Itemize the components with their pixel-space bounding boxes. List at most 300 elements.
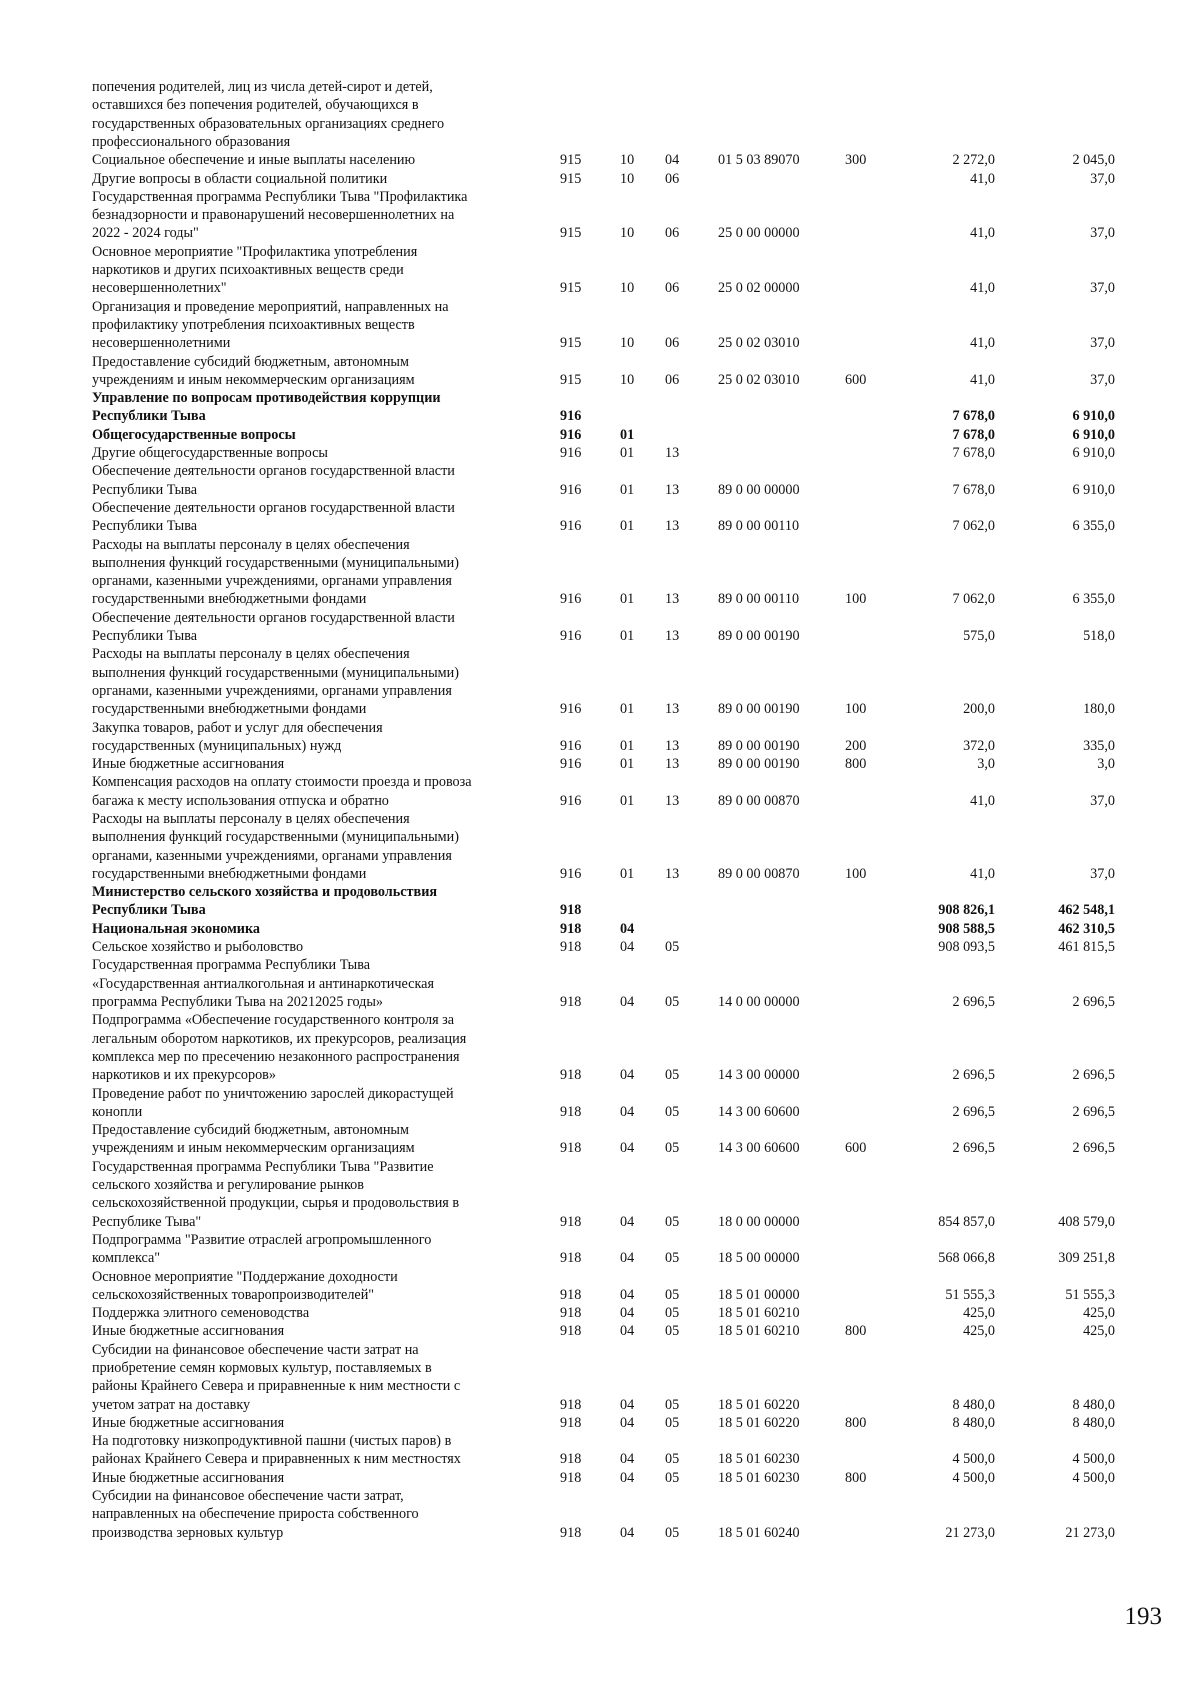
cell-vedomstvo: 918 bbox=[560, 1524, 582, 1541]
description-line: оставшихся без попечения родителей, обучающихся в bbox=[92, 97, 419, 114]
cell-razdel: 04 bbox=[620, 1414, 635, 1431]
cell-razdel: 04 bbox=[620, 1524, 635, 1541]
cell-vedomstvo: 916 bbox=[560, 591, 582, 608]
cell-podrazdel: 13 bbox=[665, 756, 680, 773]
cell-podrazdel: 05 bbox=[665, 1469, 680, 1486]
description-line: Подпрограмма "Развитие отраслей агропромышленного bbox=[92, 1231, 432, 1248]
cell-razdel: 04 bbox=[620, 1140, 635, 1157]
table-row bbox=[0, 1487, 1200, 1542]
cell-podrazdel: 06 bbox=[665, 335, 680, 352]
cell-razdel: 01 bbox=[620, 701, 635, 718]
cell-sum-1: 908 826,1 bbox=[938, 902, 995, 919]
cell-sum-2: 461 815,5 bbox=[1058, 939, 1115, 956]
cell-podrazdel: 13 bbox=[665, 737, 680, 754]
cell-razdel: 04 bbox=[620, 1286, 635, 1303]
cell-vid-rashodov: 800 bbox=[845, 756, 867, 773]
description-line: наркотиков и других психоактивных веществ среди bbox=[92, 261, 404, 278]
cell-sum-2: 4 500,0 bbox=[1072, 1469, 1115, 1486]
description-line: Общегосударственные вопросы bbox=[92, 426, 296, 443]
cell-celevaya-statya: 14 3 00 00000 bbox=[718, 1067, 800, 1084]
cell-sum-2: 408 579,0 bbox=[1058, 1213, 1115, 1230]
cell-sum-2: 2 696,5 bbox=[1072, 1103, 1115, 1120]
cell-podrazdel: 05 bbox=[665, 1286, 680, 1303]
table-row bbox=[0, 462, 1200, 499]
description-line: Иные бюджетные ассигнования bbox=[92, 1469, 285, 1486]
row-description bbox=[92, 426, 542, 444]
cell-podrazdel: 13 bbox=[665, 591, 680, 608]
description-line: Иные бюджетные ассигнования bbox=[92, 756, 285, 773]
cell-sum-1: 41,0 bbox=[970, 792, 995, 809]
cell-razdel: 04 bbox=[620, 1213, 635, 1230]
cell-sum-1: 200,0 bbox=[963, 701, 995, 718]
table-row bbox=[0, 188, 1200, 243]
table-row bbox=[0, 1231, 1200, 1268]
table-row bbox=[0, 499, 1200, 536]
table-row bbox=[0, 151, 1200, 169]
description-line: Республики Тыва bbox=[92, 408, 206, 425]
table-row bbox=[0, 1432, 1200, 1469]
cell-sum-1: 2 696,5 bbox=[952, 1067, 995, 1084]
description-line: Расходы на выплаты персоналу в целях обеспечения bbox=[92, 536, 410, 553]
cell-sum-1: 908 588,5 bbox=[938, 920, 995, 937]
cell-celevaya-statya: 25 0 02 00000 bbox=[718, 280, 800, 297]
cell-sum-1: 425,0 bbox=[963, 1305, 995, 1322]
row-description bbox=[92, 536, 542, 609]
cell-podrazdel: 13 bbox=[665, 792, 680, 809]
cell-sum-1: 41,0 bbox=[970, 335, 995, 352]
description-line: Другие вопросы в области социальной политики bbox=[92, 170, 388, 187]
description-line: Государственная программа Республики Тыва "Профилактика bbox=[92, 188, 468, 205]
cell-sum-2: 4 500,0 bbox=[1072, 1451, 1115, 1468]
cell-podrazdel: 13 bbox=[665, 627, 680, 644]
table-row bbox=[0, 883, 1200, 920]
cell-sum-2: 180,0 bbox=[1083, 701, 1115, 718]
cell-razdel: 10 bbox=[620, 280, 635, 297]
table-row bbox=[0, 1121, 1200, 1158]
description-line: Управление по вопросам противодействия коррупции bbox=[92, 390, 441, 407]
table-row bbox=[0, 78, 1200, 151]
cell-razdel: 10 bbox=[620, 371, 635, 388]
cell-vedomstvo: 918 bbox=[560, 939, 582, 956]
cell-vid-rashodov: 100 bbox=[845, 591, 867, 608]
cell-vedomstvo: 916 bbox=[560, 627, 582, 644]
cell-celevaya-statya: 89 0 00 00870 bbox=[718, 865, 800, 882]
row-description bbox=[92, 810, 542, 883]
cell-sum-2: 462 548,1 bbox=[1058, 902, 1115, 919]
cell-celevaya-statya: 18 5 01 60230 bbox=[718, 1451, 800, 1468]
cell-sum-2: 37,0 bbox=[1090, 865, 1115, 882]
table-row bbox=[0, 389, 1200, 426]
description-line: Организация и проведение мероприятий, направленных на bbox=[92, 298, 449, 315]
cell-sum-1: 2 696,5 bbox=[952, 993, 995, 1010]
cell-podrazdel: 05 bbox=[665, 1414, 680, 1431]
description-line: Субсидии на финансовое обеспечение части затрат на bbox=[92, 1341, 419, 1358]
cell-podrazdel: 05 bbox=[665, 1323, 680, 1340]
cell-vedomstvo: 918 bbox=[560, 1323, 582, 1340]
cell-vedomstvo: 918 bbox=[560, 1140, 582, 1157]
cell-sum-2: 6 910,0 bbox=[1072, 445, 1115, 461]
row-description bbox=[92, 719, 542, 756]
cell-podrazdel: 05 bbox=[665, 1524, 680, 1541]
cell-sum-1: 41,0 bbox=[970, 225, 995, 242]
row-description bbox=[92, 243, 542, 298]
row-description bbox=[92, 1487, 542, 1542]
cell-vedomstvo: 916 bbox=[560, 737, 582, 754]
description-line: районы Крайнего Севера и приравненные к ним местности с bbox=[92, 1378, 461, 1395]
table-row bbox=[0, 1469, 1200, 1487]
description-line: направленных на обеспечение прироста собственного bbox=[92, 1506, 419, 1523]
cell-vid-rashodov: 200 bbox=[845, 737, 867, 754]
cell-sum-2: 37,0 bbox=[1090, 371, 1115, 388]
description-line: Государственная программа Республики Тыва bbox=[92, 957, 370, 974]
cell-podrazdel: 13 bbox=[665, 865, 680, 882]
table-row bbox=[0, 755, 1200, 773]
cell-razdel: 04 bbox=[620, 1451, 635, 1468]
cell-razdel: 04 bbox=[620, 1067, 635, 1084]
cell-podrazdel: 06 bbox=[665, 225, 680, 242]
description-line: наркотиков и их прекурсоров» bbox=[92, 1067, 276, 1084]
cell-sum-2: 6 910,0 bbox=[1072, 426, 1115, 443]
cell-sum-2: 2 045,0 bbox=[1072, 152, 1115, 169]
cell-podrazdel: 05 bbox=[665, 993, 680, 1010]
description-line: учреждениям и иным некоммерческим организациям bbox=[92, 1140, 415, 1157]
table-row bbox=[0, 426, 1200, 444]
cell-vedomstvo: 916 bbox=[560, 408, 582, 425]
cell-vid-rashodov: 800 bbox=[845, 1469, 867, 1486]
cell-vedomstvo: 916 bbox=[560, 481, 582, 498]
cell-celevaya-statya: 01 5 03 89070 bbox=[718, 152, 800, 169]
description-line: Расходы на выплаты персоналу в целях обеспечения bbox=[92, 646, 410, 663]
cell-celevaya-statya: 89 0 00 00190 bbox=[718, 756, 800, 773]
cell-sum-1: 3,0 bbox=[977, 756, 995, 773]
table-row bbox=[0, 1085, 1200, 1122]
cell-razdel: 01 bbox=[620, 518, 635, 535]
cell-sum-2: 6 355,0 bbox=[1072, 591, 1115, 608]
description-line: государственными внебюджетными фондами bbox=[92, 701, 367, 718]
description-line: Предоставление субсидий бюджетным, автономным bbox=[92, 1122, 409, 1139]
cell-vedomstvo: 918 bbox=[560, 1305, 582, 1322]
cell-sum-2: 37,0 bbox=[1090, 225, 1115, 242]
row-description bbox=[92, 353, 542, 390]
table-row bbox=[0, 920, 1200, 938]
cell-vedomstvo: 918 bbox=[560, 1396, 582, 1413]
description-line: Республики Тыва bbox=[92, 627, 198, 644]
cell-vedomstvo: 916 bbox=[560, 756, 582, 773]
description-line: выполнения функций государственными (муниципальными) bbox=[92, 829, 459, 846]
cell-sum-2: 2 696,5 bbox=[1072, 1140, 1115, 1157]
row-description bbox=[92, 1432, 542, 1469]
description-line: багажа к месту использования отпуска и обратно bbox=[92, 792, 389, 809]
table-row bbox=[0, 609, 1200, 646]
cell-celevaya-statya: 18 5 01 60220 bbox=[718, 1414, 800, 1431]
cell-sum-2: 6 910,0 bbox=[1072, 408, 1115, 425]
cell-podrazdel: 05 bbox=[665, 1213, 680, 1230]
cell-sum-1: 4 500,0 bbox=[952, 1451, 995, 1468]
description-line: Подпрограмма «Обеспечение государственного контроля за bbox=[92, 1012, 455, 1029]
row-description bbox=[92, 1011, 542, 1084]
cell-sum-2: 3,0 bbox=[1097, 756, 1115, 773]
cell-celevaya-statya: 18 5 01 60230 bbox=[718, 1469, 800, 1486]
row-description bbox=[92, 1085, 542, 1122]
cell-sum-1: 908 093,5 bbox=[938, 939, 995, 956]
description-line: государственными внебюджетными фондами bbox=[92, 865, 367, 882]
cell-sum-1: 41,0 bbox=[970, 371, 995, 388]
row-description bbox=[92, 1268, 542, 1305]
cell-sum-2: 425,0 bbox=[1083, 1323, 1115, 1340]
cell-celevaya-statya: 18 5 01 60210 bbox=[718, 1323, 800, 1340]
cell-celevaya-statya: 25 0 02 03010 bbox=[718, 371, 800, 388]
cell-sum-2: 6 355,0 bbox=[1072, 518, 1115, 535]
cell-sum-1: 2 696,5 bbox=[952, 1140, 995, 1157]
description-line: органами, казенными учреждениями, органами управления bbox=[92, 573, 452, 590]
cell-sum-1: 372,0 bbox=[963, 737, 995, 754]
cell-razdel: 10 bbox=[620, 225, 635, 242]
description-line: конопли bbox=[92, 1103, 143, 1120]
cell-sum-2: 8 480,0 bbox=[1072, 1414, 1115, 1431]
row-description bbox=[92, 645, 542, 718]
description-line: государственных (муниципальных) нужд bbox=[92, 737, 342, 754]
cell-razdel: 01 bbox=[620, 591, 635, 608]
cell-celevaya-statya: 25 0 02 03010 bbox=[718, 335, 800, 352]
description-line: Субсидии на финансовое обеспечение части затрат, bbox=[92, 1488, 404, 1505]
description-line: выполнения функций государственными (муниципальными) bbox=[92, 664, 459, 681]
row-description bbox=[92, 499, 542, 536]
description-line: Предоставление субсидий бюджетным, автономным bbox=[92, 353, 409, 370]
cell-celevaya-statya: 89 0 00 00190 bbox=[718, 737, 800, 754]
cell-sum-1: 7 678,0 bbox=[952, 408, 995, 425]
cell-sum-2: 8 480,0 bbox=[1072, 1396, 1115, 1413]
cell-podrazdel: 13 bbox=[665, 518, 680, 535]
cell-sum-1: 854 857,0 bbox=[938, 1213, 995, 1230]
cell-podrazdel: 05 bbox=[665, 1103, 680, 1120]
cell-celevaya-statya: 14 3 00 60600 bbox=[718, 1140, 800, 1157]
row-description bbox=[92, 1304, 542, 1322]
cell-sum-1: 2 696,5 bbox=[952, 1103, 995, 1120]
cell-razdel: 04 bbox=[620, 993, 635, 1010]
description-line: сельскохозяйственной продукции, сырья и продовольствия в bbox=[92, 1195, 460, 1212]
cell-celevaya-statya: 89 0 00 00190 bbox=[718, 701, 800, 718]
cell-razdel: 04 bbox=[620, 1250, 635, 1267]
description-line: районах Крайнего Севера и приравненных к ним местностях bbox=[92, 1451, 461, 1468]
description-line: профессионального образования bbox=[92, 133, 291, 150]
cell-podrazdel: 05 bbox=[665, 1451, 680, 1468]
cell-podrazdel: 05 bbox=[665, 1067, 680, 1084]
row-description bbox=[92, 389, 542, 426]
cell-razdel: 04 bbox=[620, 1103, 635, 1120]
cell-sum-2: 37,0 bbox=[1090, 792, 1115, 809]
cell-vid-rashodov: 600 bbox=[845, 371, 867, 388]
row-description bbox=[92, 609, 542, 646]
cell-vedomstvo: 918 bbox=[560, 1103, 582, 1120]
description-line: Республике Тыва" bbox=[92, 1213, 202, 1230]
cell-vid-rashodov: 100 bbox=[845, 701, 867, 718]
cell-razdel: 01 bbox=[620, 481, 635, 498]
cell-vedomstvo: 915 bbox=[560, 371, 582, 388]
cell-podrazdel: 13 bbox=[665, 701, 680, 718]
cell-celevaya-statya: 89 0 00 00110 bbox=[718, 518, 800, 535]
cell-razdel: 04 bbox=[620, 1323, 635, 1340]
cell-sum-2: 425,0 bbox=[1083, 1305, 1115, 1322]
cell-vedomstvo: 918 bbox=[560, 1286, 582, 1303]
description-line: Сельское хозяйство и рыболовство bbox=[92, 939, 304, 956]
cell-sum-2: 335,0 bbox=[1083, 737, 1115, 754]
cell-razdel: 01 bbox=[620, 865, 635, 882]
table-row bbox=[0, 645, 1200, 718]
cell-razdel: 10 bbox=[620, 152, 635, 169]
description-line: «Государственная антиалкогольная и антинаркотическая bbox=[92, 975, 434, 992]
description-line: Социальное обеспечение и иные выплаты населению bbox=[92, 152, 416, 169]
cell-podrazdel: 05 bbox=[665, 1250, 680, 1267]
description-line: Иные бюджетные ассигнования bbox=[92, 1414, 285, 1431]
row-description bbox=[92, 1121, 542, 1158]
row-description bbox=[92, 1322, 542, 1340]
description-line: Обеспечение деятельности органов государственной власти bbox=[92, 463, 455, 480]
cell-razdel: 01 bbox=[620, 627, 635, 644]
cell-sum-2: 37,0 bbox=[1090, 280, 1115, 297]
cell-sum-2: 6 910,0 bbox=[1072, 481, 1115, 498]
table-row bbox=[0, 1322, 1200, 1340]
description-line: комплекса мер по пресечению незаконного распространения bbox=[92, 1048, 460, 1065]
table-row bbox=[0, 938, 1200, 956]
cell-razdel: 01 bbox=[620, 756, 635, 773]
cell-vedomstvo: 916 bbox=[560, 445, 582, 461]
row-description bbox=[92, 1341, 542, 1414]
cell-sum-1: 7 678,0 bbox=[952, 445, 995, 461]
description-line: Республики Тыва bbox=[92, 518, 198, 535]
cell-sum-1: 8 480,0 bbox=[952, 1414, 995, 1431]
cell-sum-2: 21 273,0 bbox=[1065, 1524, 1115, 1541]
cell-sum-2: 518,0 bbox=[1083, 627, 1115, 644]
cell-celevaya-statya: 89 0 00 00110 bbox=[718, 591, 800, 608]
cell-razdel: 04 bbox=[620, 1469, 635, 1486]
row-description bbox=[92, 444, 542, 462]
cell-vedomstvo: 918 bbox=[560, 1067, 582, 1084]
cell-vedomstvo: 918 bbox=[560, 993, 582, 1010]
row-description bbox=[92, 755, 542, 773]
cell-celevaya-statya: 25 0 00 00000 bbox=[718, 225, 800, 242]
cell-sum-1: 4 500,0 bbox=[952, 1469, 995, 1486]
table-row bbox=[0, 719, 1200, 756]
cell-sum-2: 51 555,3 bbox=[1065, 1286, 1115, 1303]
row-description bbox=[92, 938, 542, 956]
cell-podrazdel: 13 bbox=[665, 445, 680, 461]
cell-razdel: 04 bbox=[620, 920, 635, 937]
cell-sum-2: 309 251,8 bbox=[1058, 1250, 1115, 1267]
cell-vedomstvo: 918 bbox=[560, 1250, 582, 1267]
table-row bbox=[0, 1158, 1200, 1231]
description-line: безнадзорности и правонарушений несовершеннолетних на bbox=[92, 207, 455, 224]
cell-vedomstvo: 918 bbox=[560, 1451, 582, 1468]
cell-celevaya-statya: 14 3 00 60600 bbox=[718, 1103, 800, 1120]
description-line: программа Республики Тыва на 20212025 годы» bbox=[92, 993, 383, 1010]
cell-sum-1: 51 555,3 bbox=[945, 1286, 995, 1303]
description-line: государственных образовательных организациях среднего bbox=[92, 115, 445, 132]
description-line: Министерство сельского хозяйства и продовольствия bbox=[92, 884, 438, 901]
cell-celevaya-statya: 18 5 00 00000 bbox=[718, 1250, 800, 1267]
table-row bbox=[0, 810, 1200, 883]
row-description bbox=[92, 920, 542, 938]
description-line: несовершеннолетних" bbox=[92, 280, 227, 297]
table-row bbox=[0, 1011, 1200, 1084]
description-line: государственными внебюджетными фондами bbox=[92, 591, 367, 608]
cell-celevaya-statya: 89 0 00 00190 bbox=[718, 627, 800, 644]
description-line: выполнения функций государственными (муниципальными) bbox=[92, 554, 459, 571]
cell-vedomstvo: 916 bbox=[560, 701, 582, 718]
row-description bbox=[92, 1469, 542, 1487]
description-line: Обеспечение деятельности органов государственной власти bbox=[92, 609, 455, 626]
description-line: сельскохозяйственных товаропроизводителей" bbox=[92, 1286, 375, 1303]
table-row bbox=[0, 353, 1200, 390]
cell-sum-1: 7 062,0 bbox=[952, 518, 995, 535]
cell-vedomstvo: 918 bbox=[560, 920, 582, 937]
cell-podrazdel: 05 bbox=[665, 939, 680, 956]
table-row bbox=[0, 956, 1200, 1011]
row-description bbox=[92, 151, 542, 169]
row-description bbox=[92, 1231, 542, 1268]
page-number: 193 bbox=[1124, 1603, 1162, 1630]
cell-sum-1: 2 272,0 bbox=[952, 152, 995, 169]
cell-razdel: 10 bbox=[620, 335, 635, 352]
cell-sum-2: 37,0 bbox=[1090, 335, 1115, 352]
table-row bbox=[0, 1304, 1200, 1322]
cell-razdel: 04 bbox=[620, 1396, 635, 1413]
description-line: На подготовку низкопродуктивной пашни (чистых паров) в bbox=[92, 1433, 452, 1450]
cell-sum-2: 2 696,5 bbox=[1072, 1067, 1115, 1084]
cell-podrazdel: 06 bbox=[665, 280, 680, 297]
description-line: Республики Тыва bbox=[92, 481, 198, 498]
table-row bbox=[0, 1414, 1200, 1432]
table-row bbox=[0, 1268, 1200, 1305]
description-line: Основное мероприятие "Профилактика употребления bbox=[92, 243, 418, 260]
row-description bbox=[92, 883, 542, 920]
table-row bbox=[0, 444, 1200, 462]
description-line: Расходы на выплаты персоналу в целях обеспечения bbox=[92, 811, 410, 827]
cell-vedomstvo: 916 bbox=[560, 865, 582, 882]
description-line: Иные бюджетные ассигнования bbox=[92, 1323, 285, 1340]
cell-vedomstvo: 918 bbox=[560, 1213, 582, 1230]
cell-razdel: 04 bbox=[620, 939, 635, 956]
cell-vedomstvo: 915 bbox=[560, 225, 582, 242]
table-row bbox=[0, 773, 1200, 810]
row-description bbox=[92, 773, 542, 810]
cell-sum-2: 2 696,5 bbox=[1072, 993, 1115, 1010]
row-description bbox=[92, 1414, 542, 1432]
description-line: Закупка товаров, работ и услуг для обеспечения bbox=[92, 719, 383, 736]
description-line: Проведение работ по уничтожению зарослей дикорастущей bbox=[92, 1085, 454, 1102]
cell-vedomstvo: 916 bbox=[560, 518, 582, 535]
description-line: сельского хозяйства и регулирование рынков bbox=[92, 1176, 364, 1193]
cell-podrazdel: 13 bbox=[665, 481, 680, 498]
cell-podrazdel: 05 bbox=[665, 1140, 680, 1157]
description-line: Республики Тыва bbox=[92, 902, 206, 919]
description-line: Обеспечение деятельности органов государственной власти bbox=[92, 499, 455, 516]
description-line: Основное мероприятие "Поддержание доходности bbox=[92, 1268, 398, 1285]
cell-sum-1: 8 480,0 bbox=[952, 1396, 995, 1413]
description-line: легальным оборотом наркотиков, их прекурсоров, реализация bbox=[92, 1030, 467, 1047]
description-line: попечения родителей, лиц из числа детей-сирот и детей, bbox=[92, 79, 433, 95]
table-row bbox=[0, 243, 1200, 298]
description-line: Другие общегосударственные вопросы bbox=[92, 445, 328, 461]
cell-celevaya-statya: 18 5 01 00000 bbox=[718, 1286, 800, 1303]
description-line: учреждениям и иным некоммерческим организациям bbox=[92, 371, 415, 388]
description-line: учетом затрат на доставку bbox=[92, 1396, 251, 1413]
cell-sum-1: 7 678,0 bbox=[952, 426, 995, 443]
cell-sum-1: 41,0 bbox=[970, 865, 995, 882]
cell-razdel: 01 bbox=[620, 426, 635, 443]
cell-podrazdel: 05 bbox=[665, 1305, 680, 1322]
cell-sum-2: 462 310,5 bbox=[1058, 920, 1115, 937]
cell-vedomstvo: 918 bbox=[560, 1414, 582, 1431]
